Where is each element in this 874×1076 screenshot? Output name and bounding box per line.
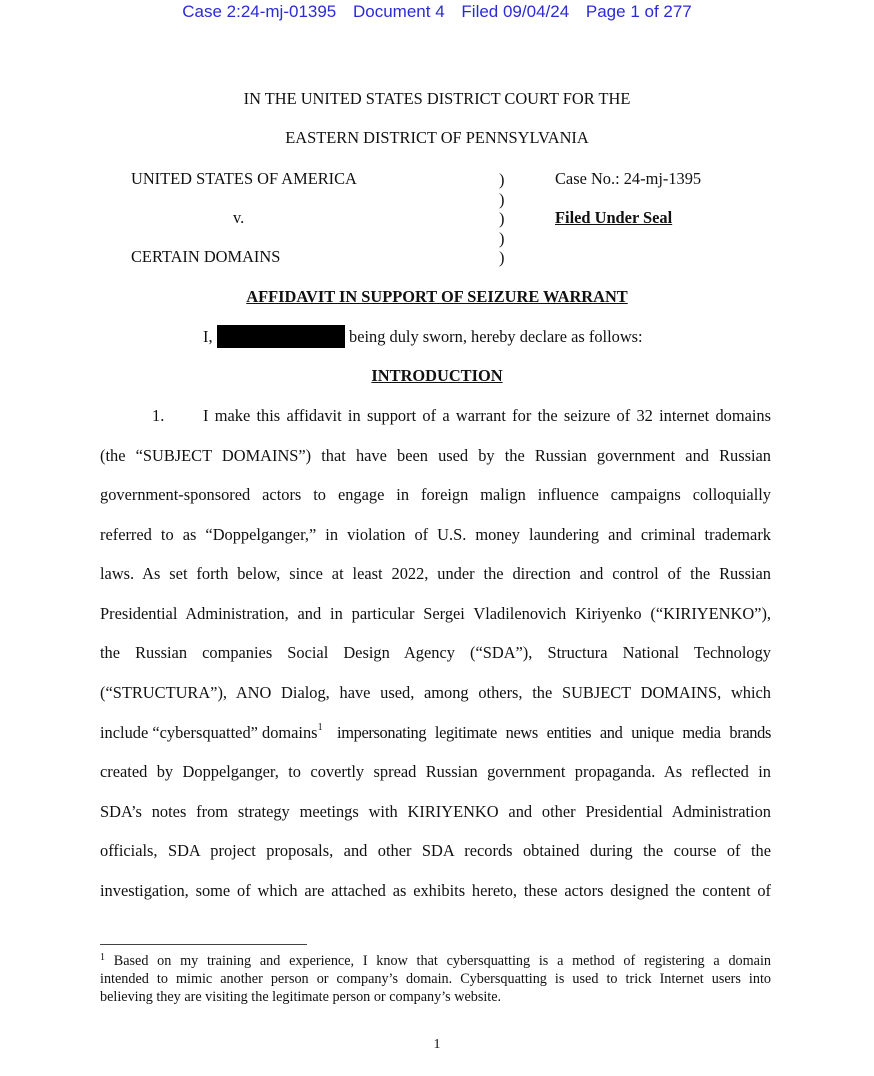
caption-paren: ) [499, 170, 505, 189]
paragraph-line: (the “SUBJECT DOMAINS”) that have been used by the Russian government and Russian [100, 446, 771, 465]
caption-defendant: CERTAIN DOMAINS [131, 247, 281, 266]
paragraph-line: officials, SDA project proposals, and other SDA records obtained during the course of the [100, 841, 771, 860]
paragraph-number: 1. [152, 406, 165, 425]
header-page-count: Page 1 of 277 [585, 2, 692, 21]
paragraph-line: impersonating legitimate news entities and unique media brands [337, 723, 771, 742]
header-document-number: Document 4 [353, 2, 445, 21]
footnote-line: intended to mimic another person or company’s domain. Cybersquatting is used to trick Internet users into [100, 971, 771, 987]
footnote-text: Based on my training and experience, I know that cybersquatting is a method of registering a domain [113, 953, 771, 969]
paragraph-line: laws. As set forth below, since at least 2022, under the direction and control of the Russian [100, 564, 771, 583]
caption-paren: ) [499, 229, 505, 248]
footnote-reference[interactable]: 1 [317, 722, 323, 733]
declaration-prefix: I, [203, 327, 213, 346]
paragraph-line: Presidential Administration, and in particular Sergei Vladilenovich Kiriyenko (“KIRIYENKO”), [100, 604, 771, 623]
court-name-line1: IN THE UNITED STATES DISTRICT COURT FOR THE [243, 89, 631, 108]
paragraph-line: SDA’s notes from strategy meetings with KIRIYENKO and other Presidential Administration [100, 802, 771, 821]
court-name-line2: EASTERN DISTRICT OF PENNSYLVANIA [285, 128, 589, 147]
caption-paren: ) [499, 248, 505, 267]
footnote-marker: 1 [100, 952, 105, 963]
caption-paren: ) [499, 190, 505, 209]
ecf-header [0, 2, 874, 22]
paragraph-line: (“STRUCTURA”), ANO Dialog, have used, among others, the SUBJECT DOMAINS, which [100, 683, 771, 702]
caption-plaintiff: UNITED STATES OF AMERICA [131, 169, 357, 188]
paragraph-line: created by Doppelganger, to covertly spread Russian government propaganda. As reflected in [100, 762, 771, 781]
redaction-box [217, 325, 345, 348]
footnote-line: believing they are visiting the legitimate person or company’s website. [100, 989, 502, 1005]
caption-paren: ) [499, 209, 505, 228]
caption-case-number: Case No.: 24-mj-1395 [555, 169, 702, 188]
declaration-suffix: being duly sworn, hereby declare as follows: [349, 327, 643, 346]
paragraph-line: referred to as “Doppelganger,” in violation of U.S. money laundering and criminal trademark [100, 525, 771, 544]
caption-filed-under-seal: Filed Under Seal [555, 208, 673, 227]
paragraph-line: government-sponsored actors to engage in foreign malign influence campaigns colloquially [100, 485, 771, 504]
caption-versus: v. [233, 208, 245, 227]
paragraph-line: investigation, some of which are attached as exhibits hereto, these actors designed the content of [100, 881, 771, 900]
header-case-number: Case 2:24-mj-01395 [182, 2, 337, 21]
paragraph-line: the Russian companies Social Design Agency (“SDA”), Structura National Technology [100, 643, 771, 662]
paragraph-text: include “cybersquatted” domains [100, 723, 318, 742]
page-number: 1 [433, 1037, 441, 1052]
header-filed-date: Filed 09/04/24 [461, 2, 570, 21]
section-heading: INTRODUCTION [371, 366, 503, 385]
document-title: AFFIDAVIT IN SUPPORT OF SEIZURE WARRANT [246, 287, 628, 306]
footnote-line [100, 953, 771, 970]
paragraph-line-with-footnote [100, 723, 323, 743]
paragraph-line: I make this affidavit in support of a warrant for the seizure of 32 internet domains [203, 406, 771, 425]
footnote-divider [100, 944, 307, 945]
